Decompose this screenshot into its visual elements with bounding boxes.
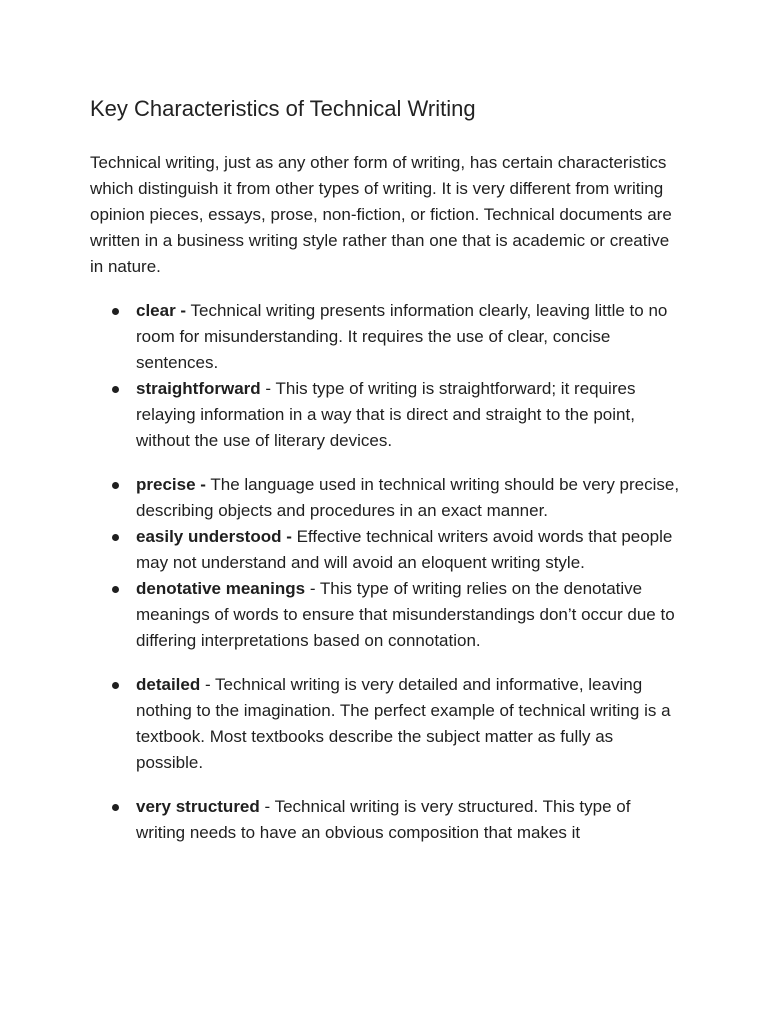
bullet-icon — [112, 482, 119, 489]
list-item-detailed — [90, 672, 680, 776]
list-item-denotative-meanings — [90, 576, 680, 654]
item-term: detailed — [136, 675, 201, 694]
item-term: denotative meanings — [136, 579, 306, 598]
bullet-icon — [112, 308, 119, 315]
item-term: easily understood - — [136, 527, 292, 546]
bullet-icon — [112, 586, 119, 593]
item-term: precise - — [136, 475, 206, 494]
document-title: Key Characteristics of Technical Writing — [90, 96, 476, 121]
item-term: clear - — [136, 301, 187, 320]
characteristics-list-group-1 — [90, 298, 680, 454]
intro-paragraph: Technical writing, just as any other form of writing, has certain characteristics which distinguish it from other types of writing. It is very different from writing opinion pieces, essays, prose, non-fiction, or fiction. Technical documents are written in a business writing style rather than one that is academic or creative in nature. — [90, 153, 672, 276]
list-item-straightforward — [90, 376, 680, 454]
bullet-icon — [112, 804, 119, 811]
bullet-icon — [112, 534, 119, 541]
characteristics-list-group-3 — [90, 672, 680, 776]
item-description: Technical writing presents information clearly, leaving little to no room for misunderstanding. It requires the use of clear, concise sentences. — [136, 301, 668, 372]
item-term: very structured — [136, 797, 260, 816]
item-description: - This type of writing is straightforward; it requires relaying information in a way that is direct and straight to the point, without the use of literary devices. — [136, 379, 636, 450]
item-term: straightforward — [136, 379, 261, 398]
item-description: The language used in technical writing should be very precise, describing objects and procedures in an exact manner. — [136, 475, 680, 520]
document-page — [90, 92, 680, 846]
list-item-very-structured — [90, 794, 680, 846]
item-description: - Technical writing is very structured. This type of writing needs to have an obvious composition that makes it — [136, 797, 631, 842]
item-description: Effective technical writers avoid words that people may not understand and will avoid an eloquent writing style. — [136, 527, 673, 572]
list-item-easily-understood — [90, 524, 680, 576]
list-item-precise — [90, 472, 680, 524]
bullet-icon — [112, 682, 119, 689]
item-description: - This type of writing relies on the denotative meanings of words to ensure that misunderstandings don’t occur due to differing interpretations based on connotation. — [136, 579, 675, 650]
bullet-icon — [112, 386, 119, 393]
item-description: - Technical writing is very detailed and informative, leaving nothing to the imagination. The perfect example of technical writing is a textbook. Most textbooks describe the subject matter as fully as possible. — [136, 675, 671, 772]
characteristics-list-group-4 — [90, 794, 680, 846]
characteristics-list-group-2 — [90, 472, 680, 654]
list-item-clear — [90, 298, 680, 376]
